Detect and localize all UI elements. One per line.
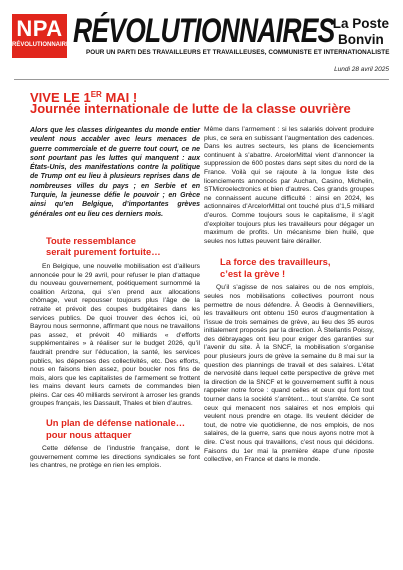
issue-date: Lundi 28 avril 2025 (334, 66, 389, 73)
body-paragraph: En Belgique, une nouvelle mobilisation est d’ailleurs annoncée pour le 29 avril, pour refuser le plan d’attaque du nouveau gouvernement, poétiquement surnommé la coalition Arizona, qui s’en prend aux allocations chômage, veut repousser toujours plus l’âge de la retraite et prévoit des coupes budgétaires dans les services publics. De quoi trouver des échos ici, où Bayrou nous sermonne, affirmant que nous ne travaillons pas assez, et prévoit 40 milliards « d’efforts supplémentaires » à réaliser sur le budget 2026, qu’il faudrait prendre sur l’éducation, la santé, les services publics, les dépenses des collectivités, etc. Des efforts, nous en faisons bien assez, pour boucler nos fins de mois, alors que les capitalistes de l’armement se frottent les mains devant leurs carnets de commandes bien pleins. Car ces 40 milliards serviront à arroser les grands groupes français, les Dassault, Thales et bien d’autres. (30, 262, 200, 408)
section-heading-line: Toute ressemblance (46, 234, 136, 246)
headline-superscript: ER (90, 90, 102, 99)
section-heading-line: serait purement fortuite… (46, 246, 161, 258)
npa-logo (12, 14, 75, 58)
section-heading-force (204, 256, 374, 279)
masthead-title: RÉVOLUTIONNAIRES (73, 12, 335, 50)
body-paragraph: Qu’il s’agisse de nos salaires ou de nos emplois, seules nos mobilisations collectives pourront nous permettre de nous défendre. À Geodis à Gennevilliers, les travailleurs ont obtenu 150 euros d’augmentation à l’issue de trois semaines de grève, au lieu des 35 euros initialement proposés par la direction. À Stellantis Poissy, des débrayages ont lieu pour exiger des garanties sur l’avenir du site. À la SNCF, la mobilisation s’organise pour plusieurs jours de grève la semaine du 8 mai sur la question des plannings de travail et des salaires. L’état de nervosité dans lequel cette perspective de grève met la direction de la SNCF et le gouvernement suffit à nous rappeler notre force : quand celles et ceux qui font tout tourner dans la société s’arrêtent… tout s’arrête. Ce sont ceux qui menacent nos salaires et nos emplois qui veulent nous prendre en otage. Ils veulent décider de tout, de notre vie quotidienne, de nos emplois, de nos salaires, de la guerre, sans que nous ayons notre mot à dire. C’est nous qui travaillons, c’est nous qui décidons. Faisons du 1er mai la première étape d’une riposte collective, en France et dans le monde. (204, 284, 374, 464)
logo-title: NPA (16, 16, 63, 41)
section-heading-defense (30, 417, 200, 440)
lead-paragraph: Alors que les classes dirigeantes du monde entier veulent nous accabler avec leurs menaces de guerre commerciale et de guerre tout court, ce ne sont pourtant pas les luttes qui manquent : aux États-Unis, des manifestations contre la politique de Trump ont eu lieu à plusieurs reprises dans de nombreuses villes du pays ; en Serbie et en Turquie, la jeunesse défie le pouvoir ; en Grèce ainsi qu’en Belgique, d’importantes grèves générales ont eu lieu ces derniers mois. (30, 127, 200, 218)
publication-line-1: La Poste (332, 16, 389, 31)
masthead-tagline: POUR UN PARTI DES TRAVAILLEURS ET TRAVAILLEUSES, COMMUNISTE ET INTERNATIONALISTE (86, 49, 390, 56)
body-paragraph: Cette défense de l’industrie française, dont le gouvernement comme les directions syndicales se font les chantres, ne protège en rien les emplois. (30, 445, 200, 470)
section-heading-line: Un plan de défense nationale… (46, 417, 186, 429)
publication-name (333, 16, 389, 48)
section-heading-resemblance (30, 235, 200, 258)
headline-text-end: MAI ! (101, 90, 138, 105)
headline-text: VIVE LE 1 (30, 90, 91, 105)
publication-line-2: Bonvin (337, 32, 384, 47)
right-column (204, 126, 374, 468)
sub-headline: Journée internationale de lutte de la classe ouvrière (30, 101, 351, 116)
section-heading-line: c’est la grève ! (220, 267, 286, 279)
section-heading-line: La force des travailleurs, (220, 256, 331, 268)
body-paragraph: Même dans l’armement : si les salariés doivent produire plus, ce sera en subissant l’augmentation des cadences. Dans les autres secteurs, les plans de licenciements continuent à s’abattre. ArcelorMittal vient d’annoncer la suppression de 600 postes dans sept sites du nord de la France. Voilà qui se rajoute à la longue liste des licenciements annoncés par Auchan, Casino, Michelin, STMicroelectronics et bien d’autres. Ces grands groupes ne connaissent aucune difficulté : ainsi en 2024, les actionnaires d’ArcelorMittal ont touché plus d’1,5 milliard d’euros. Comme toujours sous le capitalisme, il s’agit d’exploiter toujours plus les travailleurs pour dégager un maximum de profits. Un mécanisme bien huilé, que seules nos luttes peuvent faire dérailler. (204, 126, 374, 245)
logo-subtitle: RÉVOLUTIONNAIRES (12, 42, 75, 48)
section-heading-line: pour nous attaquer (46, 428, 132, 440)
left-column (30, 126, 200, 474)
header-divider (14, 79, 389, 80)
